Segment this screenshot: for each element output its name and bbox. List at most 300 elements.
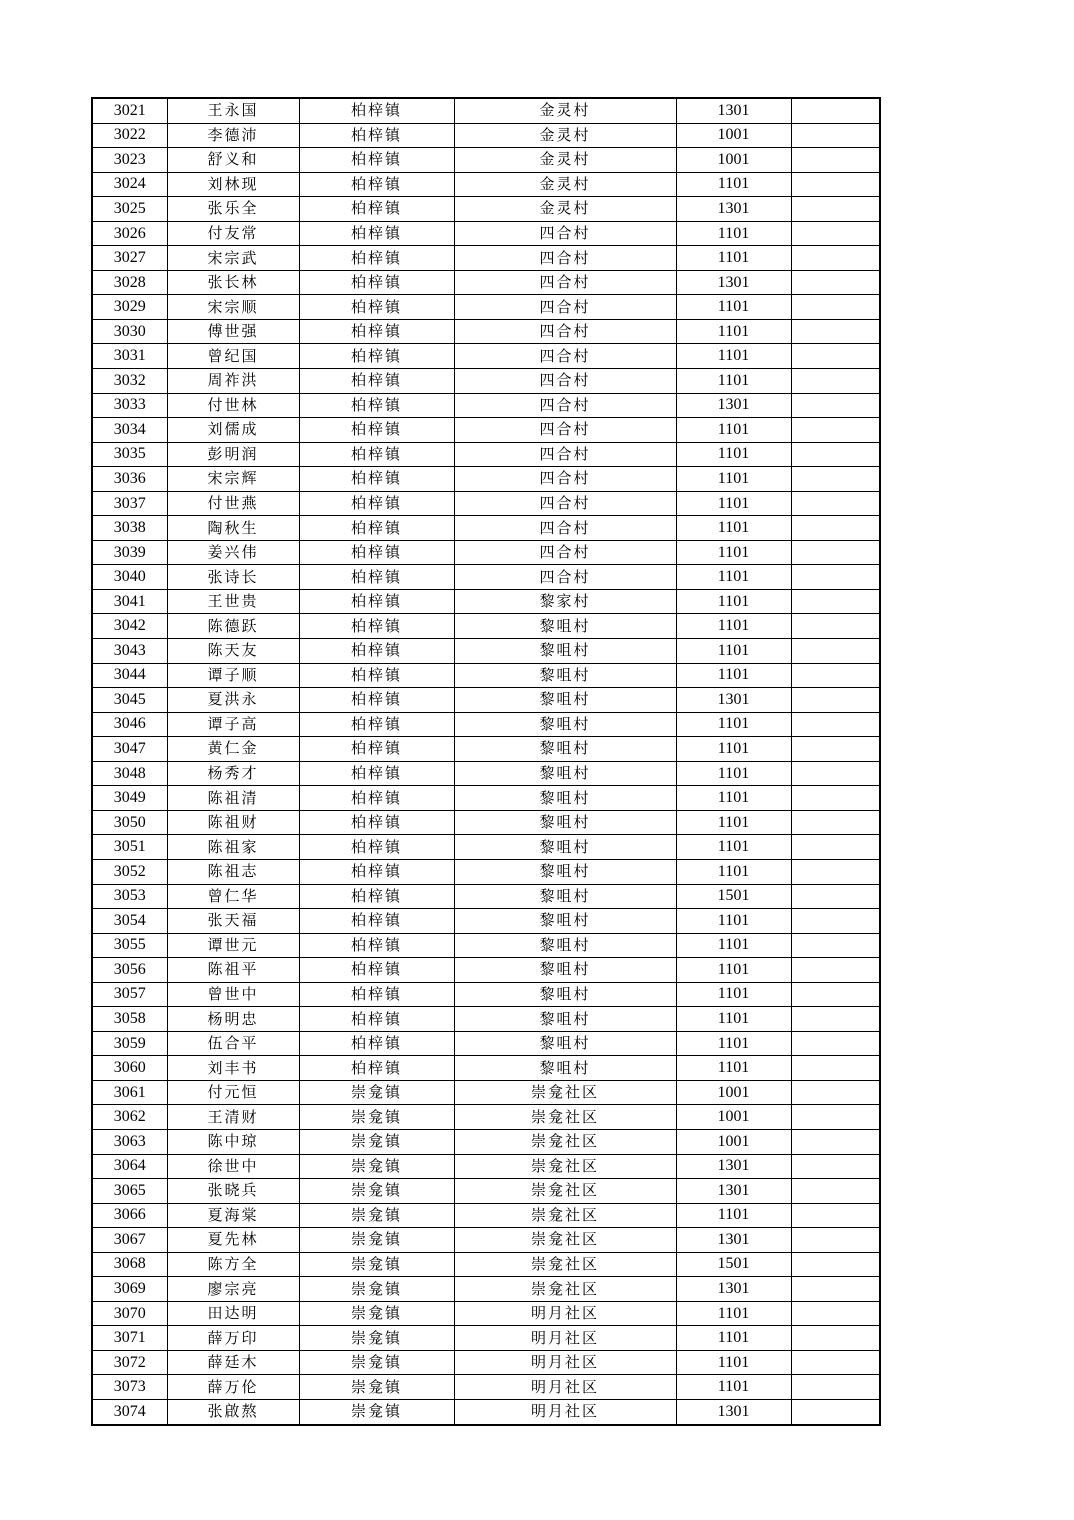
village-cell: 金灵村 (454, 197, 676, 222)
code-cell: 1301 (676, 393, 791, 418)
remark-cell (791, 1350, 880, 1375)
code-cell: 1301 (676, 688, 791, 713)
village-cell: 黎咀村 (454, 835, 676, 860)
name-cell: 薛廷木 (167, 1350, 299, 1375)
serial-number-cell: 3053 (92, 884, 167, 909)
code-cell: 1101 (676, 246, 791, 271)
code-cell: 1001 (676, 123, 791, 148)
serial-number-cell: 3067 (92, 1228, 167, 1253)
name-cell: 傅世强 (167, 319, 299, 344)
table-row (92, 1007, 880, 1032)
code-cell: 1501 (676, 884, 791, 909)
remark-cell (791, 344, 880, 369)
town-cell: 柏梓镇 (299, 909, 454, 934)
table-row (92, 884, 880, 909)
table-row (92, 639, 880, 664)
table-row (92, 540, 880, 565)
remark-cell (791, 1179, 880, 1204)
town-cell: 柏梓镇 (299, 737, 454, 762)
name-cell: 陈天友 (167, 639, 299, 664)
village-cell: 明月社区 (454, 1326, 676, 1351)
table-row (92, 1105, 880, 1130)
name-cell: 张天福 (167, 909, 299, 934)
table-row (92, 1154, 880, 1179)
table-row (92, 810, 880, 835)
village-cell: 黎咀村 (454, 737, 676, 762)
remark-cell (791, 589, 880, 614)
serial-number-cell: 3044 (92, 663, 167, 688)
town-cell: 柏梓镇 (299, 614, 454, 639)
village-cell: 黎咀村 (454, 982, 676, 1007)
name-cell: 谭世元 (167, 933, 299, 958)
town-cell: 柏梓镇 (299, 172, 454, 197)
village-cell: 四合村 (454, 246, 676, 271)
remark-cell (791, 1129, 880, 1154)
code-cell: 1101 (676, 639, 791, 664)
town-cell: 柏梓镇 (299, 565, 454, 590)
serial-number-cell: 3060 (92, 1056, 167, 1081)
remark-cell (791, 540, 880, 565)
remark-cell (791, 1326, 880, 1351)
town-cell: 崇龛镇 (299, 1105, 454, 1130)
name-cell: 李德沛 (167, 123, 299, 148)
code-cell: 1101 (676, 565, 791, 590)
name-cell: 伍合平 (167, 1031, 299, 1056)
town-cell: 柏梓镇 (299, 418, 454, 443)
serial-number-cell: 3074 (92, 1399, 167, 1424)
village-cell: 崇龛社区 (454, 1228, 676, 1253)
serial-number-cell: 3025 (92, 197, 167, 222)
table-row (92, 123, 880, 148)
table-row (92, 172, 880, 197)
remark-cell (791, 197, 880, 222)
town-cell: 柏梓镇 (299, 884, 454, 909)
village-cell: 黎咀村 (454, 712, 676, 737)
village-cell: 崇龛社区 (454, 1252, 676, 1277)
code-cell: 1101 (676, 442, 791, 467)
remark-cell (791, 639, 880, 664)
code-cell: 1101 (676, 958, 791, 983)
table-row (92, 369, 880, 394)
name-cell: 杨秀才 (167, 761, 299, 786)
code-cell: 1301 (676, 1154, 791, 1179)
table-row (92, 982, 880, 1007)
village-cell: 金灵村 (454, 172, 676, 197)
remark-cell (791, 688, 880, 713)
table-row (92, 933, 880, 958)
remark-cell (791, 246, 880, 271)
village-cell: 金灵村 (454, 148, 676, 173)
code-cell: 1101 (676, 516, 791, 541)
town-cell: 柏梓镇 (299, 712, 454, 737)
remark-cell (791, 859, 880, 884)
village-cell: 黎咀村 (454, 1031, 676, 1056)
code-cell: 1501 (676, 1252, 791, 1277)
remark-cell (791, 1056, 880, 1081)
town-cell: 崇龛镇 (299, 1252, 454, 1277)
name-cell: 张啟熬 (167, 1399, 299, 1424)
name-cell: 宋宗顺 (167, 295, 299, 320)
serial-number-cell: 3055 (92, 933, 167, 958)
remark-cell (791, 1399, 880, 1424)
remark-cell (791, 221, 880, 246)
serial-number-cell: 3064 (92, 1154, 167, 1179)
village-cell: 四合村 (454, 295, 676, 320)
remark-cell (791, 1154, 880, 1179)
table-row (92, 712, 880, 737)
code-cell: 1101 (676, 982, 791, 1007)
name-cell: 陈方全 (167, 1252, 299, 1277)
records-table (91, 97, 881, 1426)
serial-number-cell: 3023 (92, 148, 167, 173)
code-cell: 1001 (676, 1129, 791, 1154)
town-cell: 柏梓镇 (299, 663, 454, 688)
remark-cell (791, 467, 880, 492)
code-cell: 1101 (676, 589, 791, 614)
remark-cell (791, 98, 880, 123)
code-cell: 1101 (676, 344, 791, 369)
remark-cell (791, 1277, 880, 1302)
table-row (92, 1301, 880, 1326)
serial-number-cell: 3071 (92, 1326, 167, 1351)
code-cell: 1001 (676, 1080, 791, 1105)
serial-number-cell: 3026 (92, 221, 167, 246)
village-cell: 黎咀村 (454, 1007, 676, 1032)
code-cell: 1301 (676, 98, 791, 123)
table-row (92, 688, 880, 713)
serial-number-cell: 3070 (92, 1301, 167, 1326)
village-cell: 明月社区 (454, 1399, 676, 1424)
remark-cell (791, 1007, 880, 1032)
table-row (92, 418, 880, 443)
table-row (92, 467, 880, 492)
serial-number-cell: 3062 (92, 1105, 167, 1130)
remark-cell (791, 958, 880, 983)
name-cell: 舒义和 (167, 148, 299, 173)
serial-number-cell: 3056 (92, 958, 167, 983)
village-cell: 四合村 (454, 270, 676, 295)
name-cell: 夏海棠 (167, 1203, 299, 1228)
town-cell: 柏梓镇 (299, 1007, 454, 1032)
remark-cell (791, 1080, 880, 1105)
town-cell: 柏梓镇 (299, 319, 454, 344)
code-cell: 1101 (676, 909, 791, 934)
table-row (92, 1252, 880, 1277)
remark-cell (791, 1105, 880, 1130)
village-cell: 四合村 (454, 467, 676, 492)
serial-number-cell: 3063 (92, 1129, 167, 1154)
data-sheet (91, 97, 881, 1426)
table-row (92, 197, 880, 222)
village-cell: 明月社区 (454, 1301, 676, 1326)
town-cell: 柏梓镇 (299, 295, 454, 320)
serial-number-cell: 3029 (92, 295, 167, 320)
remark-cell (791, 1301, 880, 1326)
table-row (92, 270, 880, 295)
table-row (92, 663, 880, 688)
remark-cell (791, 319, 880, 344)
name-cell: 宋宗武 (167, 246, 299, 271)
code-cell: 1101 (676, 1007, 791, 1032)
table-row (92, 1203, 880, 1228)
table-row (92, 1375, 880, 1400)
code-cell: 1301 (676, 1228, 791, 1253)
remark-cell (791, 516, 880, 541)
name-cell: 刘儒成 (167, 418, 299, 443)
table-row (92, 835, 880, 860)
table-row (92, 761, 880, 786)
village-cell: 崇龛社区 (454, 1179, 676, 1204)
code-cell: 1101 (676, 491, 791, 516)
name-cell: 刘林现 (167, 172, 299, 197)
village-cell: 黎咀村 (454, 1056, 676, 1081)
village-cell: 四合村 (454, 491, 676, 516)
name-cell: 姜兴伟 (167, 540, 299, 565)
code-cell: 1101 (676, 295, 791, 320)
remark-cell (791, 1031, 880, 1056)
remark-cell (791, 1203, 880, 1228)
name-cell: 陈祖平 (167, 958, 299, 983)
village-cell: 四合村 (454, 344, 676, 369)
serial-number-cell: 3069 (92, 1277, 167, 1302)
serial-number-cell: 3046 (92, 712, 167, 737)
village-cell: 崇龛社区 (454, 1277, 676, 1302)
name-cell: 陶秋生 (167, 516, 299, 541)
name-cell: 王永国 (167, 98, 299, 123)
town-cell: 柏梓镇 (299, 344, 454, 369)
name-cell: 陈德跃 (167, 614, 299, 639)
serial-number-cell: 3032 (92, 369, 167, 394)
serial-number-cell: 3036 (92, 467, 167, 492)
code-cell: 1101 (676, 319, 791, 344)
code-cell: 1101 (676, 1056, 791, 1081)
town-cell: 崇龛镇 (299, 1154, 454, 1179)
serial-number-cell: 3049 (92, 786, 167, 811)
town-cell: 柏梓镇 (299, 516, 454, 541)
serial-number-cell: 3040 (92, 565, 167, 590)
name-cell: 徐世中 (167, 1154, 299, 1179)
serial-number-cell: 3021 (92, 98, 167, 123)
village-cell: 黎咀村 (454, 761, 676, 786)
code-cell: 1301 (676, 1179, 791, 1204)
town-cell: 柏梓镇 (299, 467, 454, 492)
village-cell: 四合村 (454, 516, 676, 541)
name-cell: 张乐全 (167, 197, 299, 222)
code-cell: 1301 (676, 197, 791, 222)
code-cell: 1301 (676, 270, 791, 295)
town-cell: 柏梓镇 (299, 639, 454, 664)
town-cell: 崇龛镇 (299, 1301, 454, 1326)
table-row (92, 491, 880, 516)
town-cell: 崇龛镇 (299, 1350, 454, 1375)
name-cell: 夏先林 (167, 1228, 299, 1253)
code-cell: 1101 (676, 1203, 791, 1228)
remark-cell (791, 810, 880, 835)
serial-number-cell: 3058 (92, 1007, 167, 1032)
serial-number-cell: 3027 (92, 246, 167, 271)
remark-cell (791, 565, 880, 590)
table-row (92, 786, 880, 811)
name-cell: 宋宗辉 (167, 467, 299, 492)
town-cell: 柏梓镇 (299, 1056, 454, 1081)
serial-number-cell: 3072 (92, 1350, 167, 1375)
name-cell: 曾世中 (167, 982, 299, 1007)
remark-cell (791, 491, 880, 516)
serial-number-cell: 3034 (92, 418, 167, 443)
table-row (92, 859, 880, 884)
table-row (92, 1350, 880, 1375)
table-row (92, 1056, 880, 1081)
village-cell: 黎咀村 (454, 614, 676, 639)
table-row (92, 958, 880, 983)
table-row (92, 295, 880, 320)
serial-number-cell: 3061 (92, 1080, 167, 1105)
town-cell: 柏梓镇 (299, 982, 454, 1007)
serial-number-cell: 3048 (92, 761, 167, 786)
town-cell: 柏梓镇 (299, 958, 454, 983)
town-cell: 崇龛镇 (299, 1326, 454, 1351)
serial-number-cell: 3024 (92, 172, 167, 197)
village-cell: 四合村 (454, 369, 676, 394)
village-cell: 四合村 (454, 540, 676, 565)
town-cell: 崇龛镇 (299, 1228, 454, 1253)
remark-cell (791, 172, 880, 197)
name-cell: 付元恒 (167, 1080, 299, 1105)
town-cell: 崇龛镇 (299, 1129, 454, 1154)
remark-cell (791, 369, 880, 394)
code-cell: 1101 (676, 786, 791, 811)
table-row (92, 1031, 880, 1056)
remark-cell (791, 786, 880, 811)
table-row (92, 565, 880, 590)
code-cell: 1301 (676, 1277, 791, 1302)
name-cell: 付世林 (167, 393, 299, 418)
serial-number-cell: 3022 (92, 123, 167, 148)
village-cell: 黎咀村 (454, 933, 676, 958)
town-cell: 柏梓镇 (299, 540, 454, 565)
town-cell: 柏梓镇 (299, 835, 454, 860)
serial-number-cell: 3050 (92, 810, 167, 835)
town-cell: 柏梓镇 (299, 786, 454, 811)
table-row (92, 1129, 880, 1154)
remark-cell (791, 982, 880, 1007)
serial-number-cell: 3052 (92, 859, 167, 884)
serial-number-cell: 3045 (92, 688, 167, 713)
serial-number-cell: 3030 (92, 319, 167, 344)
code-cell: 1101 (676, 1350, 791, 1375)
town-cell: 柏梓镇 (299, 369, 454, 394)
town-cell: 柏梓镇 (299, 589, 454, 614)
code-cell: 1101 (676, 369, 791, 394)
remark-cell (791, 712, 880, 737)
code-cell: 1101 (676, 614, 791, 639)
code-cell: 1001 (676, 1105, 791, 1130)
village-cell: 金灵村 (454, 98, 676, 123)
serial-number-cell: 3038 (92, 516, 167, 541)
serial-number-cell: 3066 (92, 1203, 167, 1228)
remark-cell (791, 442, 880, 467)
table-row (92, 344, 880, 369)
table-row (92, 1399, 880, 1424)
name-cell: 曾仁华 (167, 884, 299, 909)
table-row (92, 148, 880, 173)
town-cell: 崇龛镇 (299, 1203, 454, 1228)
village-cell: 四合村 (454, 393, 676, 418)
code-cell: 1101 (676, 467, 791, 492)
name-cell: 彭明润 (167, 442, 299, 467)
code-cell: 1101 (676, 810, 791, 835)
town-cell: 柏梓镇 (299, 246, 454, 271)
remark-cell (791, 1252, 880, 1277)
town-cell: 柏梓镇 (299, 221, 454, 246)
town-cell: 柏梓镇 (299, 933, 454, 958)
name-cell: 张晓兵 (167, 1179, 299, 1204)
village-cell: 明月社区 (454, 1375, 676, 1400)
serial-number-cell: 3039 (92, 540, 167, 565)
code-cell: 1101 (676, 712, 791, 737)
village-cell: 崇龛社区 (454, 1203, 676, 1228)
village-cell: 黎咀村 (454, 859, 676, 884)
table-row (92, 589, 880, 614)
table-row (92, 221, 880, 246)
village-cell: 四合村 (454, 418, 676, 443)
name-cell: 王世贵 (167, 589, 299, 614)
table-row (92, 737, 880, 762)
town-cell: 崇龛镇 (299, 1375, 454, 1400)
village-cell: 四合村 (454, 221, 676, 246)
remark-cell (791, 418, 880, 443)
remark-cell (791, 123, 880, 148)
town-cell: 柏梓镇 (299, 761, 454, 786)
name-cell: 薛万印 (167, 1326, 299, 1351)
name-cell: 田达明 (167, 1301, 299, 1326)
code-cell: 1101 (676, 1031, 791, 1056)
code-cell: 1101 (676, 1326, 791, 1351)
table-row (92, 1326, 880, 1351)
remark-cell (791, 761, 880, 786)
village-cell: 黎家村 (454, 589, 676, 614)
name-cell: 廖宗亮 (167, 1277, 299, 1302)
remark-cell (791, 1375, 880, 1400)
town-cell: 柏梓镇 (299, 98, 454, 123)
serial-number-cell: 3057 (92, 982, 167, 1007)
code-cell: 1001 (676, 148, 791, 173)
remark-cell (791, 835, 880, 860)
code-cell: 1101 (676, 418, 791, 443)
name-cell: 曾纪国 (167, 344, 299, 369)
town-cell: 柏梓镇 (299, 123, 454, 148)
village-cell: 黎咀村 (454, 909, 676, 934)
table-row (92, 246, 880, 271)
serial-number-cell: 3042 (92, 614, 167, 639)
code-cell: 1101 (676, 761, 791, 786)
remark-cell (791, 737, 880, 762)
village-cell: 黎咀村 (454, 786, 676, 811)
name-cell: 陈祖家 (167, 835, 299, 860)
serial-number-cell: 3035 (92, 442, 167, 467)
name-cell: 陈祖清 (167, 786, 299, 811)
town-cell: 柏梓镇 (299, 197, 454, 222)
table-row (92, 1228, 880, 1253)
serial-number-cell: 3037 (92, 491, 167, 516)
code-cell: 1101 (676, 663, 791, 688)
table-row (92, 1277, 880, 1302)
serial-number-cell: 3068 (92, 1252, 167, 1277)
code-cell: 1101 (676, 933, 791, 958)
serial-number-cell: 3031 (92, 344, 167, 369)
village-cell: 黎咀村 (454, 958, 676, 983)
town-cell: 崇龛镇 (299, 1277, 454, 1302)
